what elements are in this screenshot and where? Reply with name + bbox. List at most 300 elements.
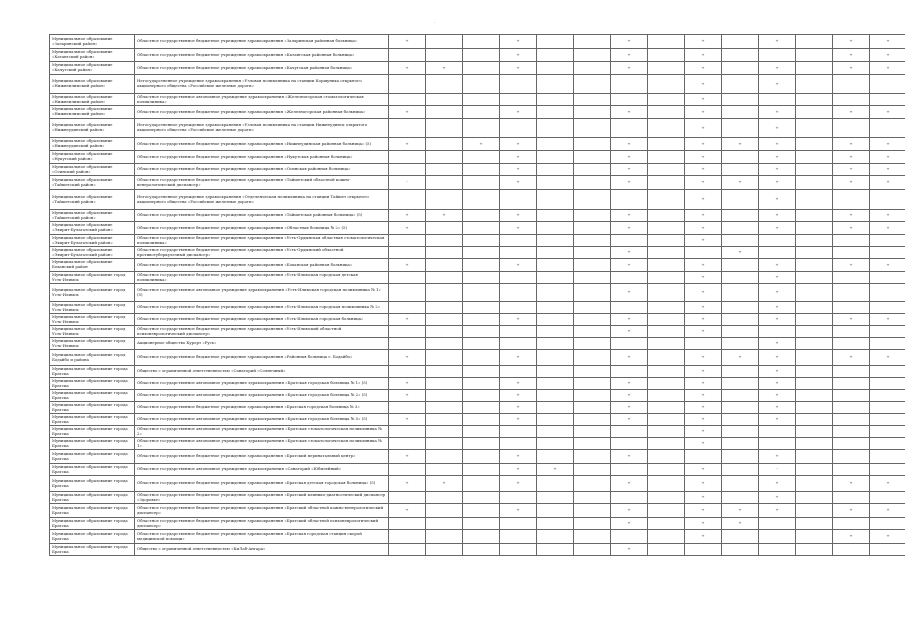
mark-cell: + — [759, 62, 796, 75]
mark-cell — [537, 35, 574, 49]
mark-cell — [537, 438, 574, 450]
mark-cell — [574, 235, 611, 247]
mark-cell — [648, 49, 685, 62]
mark-cell — [574, 302, 611, 314]
mark-cell — [537, 350, 574, 366]
mark-cell: + — [500, 138, 537, 151]
mark-cell — [833, 390, 870, 402]
mark-cell — [796, 164, 833, 176]
mark-cell — [833, 302, 870, 314]
mark-cell — [500, 438, 537, 450]
scan-artifact-mark: · — [434, 20, 436, 26]
mark-cell — [685, 338, 722, 350]
table-row — [50, 272, 905, 284]
table-row — [50, 210, 905, 222]
mark-cell — [759, 247, 796, 259]
mark-cell: + — [833, 164, 870, 176]
mark-cell: + — [611, 518, 648, 530]
mark-cell: + — [759, 492, 796, 504]
mark-cell: + — [389, 259, 426, 272]
mark-cell — [500, 326, 537, 338]
mark-cell — [537, 504, 574, 518]
mark-cell — [574, 259, 611, 272]
mark-cell — [574, 464, 611, 476]
mark-cell — [648, 438, 685, 450]
mark-cell: + — [611, 326, 648, 338]
mark-cell: + — [833, 259, 870, 272]
mark-cell — [426, 414, 463, 426]
institution-cell: Областное государственное автономное учреждение здравоохранения «Братская городская больница № 2» (5) — [135, 390, 389, 402]
mark-cell: + — [500, 210, 537, 222]
mark-cell: + — [759, 164, 796, 176]
mark-cell — [389, 402, 426, 414]
mark-cell — [870, 378, 905, 390]
mark-cell — [537, 414, 574, 426]
mark-cell — [870, 326, 905, 338]
mark-cell — [389, 119, 426, 138]
mark-cell: + — [759, 414, 796, 426]
mark-cell: + — [389, 390, 426, 402]
mark-cell — [722, 119, 759, 138]
mark-cell — [722, 450, 759, 464]
mark-cell — [796, 438, 833, 450]
mark-cell: + — [685, 518, 722, 530]
mark-cell — [648, 62, 685, 75]
mark-cell — [463, 350, 500, 366]
mark-cell — [426, 314, 463, 326]
mark-cell — [426, 138, 463, 151]
mark-cell — [574, 366, 611, 378]
mark-cell — [463, 518, 500, 530]
mark-cell: + — [833, 504, 870, 518]
mark-cell — [574, 164, 611, 176]
mark-cell — [648, 378, 685, 390]
mark-cell — [796, 284, 833, 302]
institution-cell: Областное государственное бюджетное учреждение здравоохранения «Братский клинико-диагностический диспансер «Здоровье» — [135, 492, 389, 504]
mark-cell — [648, 138, 685, 151]
mark-cell — [833, 492, 870, 504]
mark-cell — [537, 314, 574, 326]
mark-cell — [722, 62, 759, 75]
mark-cell: + — [389, 138, 426, 151]
mark-cell — [648, 94, 685, 106]
mark-cell — [648, 151, 685, 164]
mark-cell — [500, 247, 537, 259]
mark-cell — [537, 518, 574, 530]
mark-cell: + — [759, 302, 796, 314]
mark-cell: + — [685, 106, 722, 119]
mark-cell — [537, 338, 574, 350]
municipality-cell: Муниципальное образование город Усть-Илимск — [50, 272, 135, 284]
mark-cell: + — [722, 138, 759, 151]
mark-cell: + — [389, 450, 426, 464]
mark-cell: + — [759, 190, 796, 210]
mark-cell — [426, 544, 463, 556]
mark-cell — [759, 49, 796, 62]
municipality-cell: Муниципальное образование города Братска — [50, 402, 135, 414]
mark-cell — [722, 164, 759, 176]
mark-cell — [574, 426, 611, 438]
mark-cell: + — [426, 62, 463, 75]
mark-cell: + — [870, 138, 905, 151]
institutions-table — [49, 34, 905, 556]
municipality-cell: Муниципальное образование города Братска — [50, 426, 135, 438]
mark-cell: + — [833, 176, 870, 190]
mark-cell: + — [500, 450, 537, 464]
mark-cell: - — [759, 464, 796, 476]
mark-cell: + — [759, 314, 796, 326]
municipality-cell: Муниципальное образование «Тайшетский район» — [50, 210, 135, 222]
mark-cell: + — [500, 106, 537, 119]
mark-cell — [500, 338, 537, 350]
mark-cell: + — [389, 62, 426, 75]
mark-cell — [574, 62, 611, 75]
institution-cell: Областное государственное автономное учреждение здравоохранения «Братская стоматологическая поликлиника № 1» — [135, 438, 389, 450]
mark-cell — [537, 138, 574, 151]
mark-cell — [796, 222, 833, 235]
mark-cell — [426, 426, 463, 438]
table-row — [50, 94, 905, 106]
mark-cell — [796, 259, 833, 272]
municipality-cell: Муниципальное образование города Братска — [50, 450, 135, 464]
mark-cell — [463, 378, 500, 390]
mark-cell: + — [833, 222, 870, 235]
mark-cell — [648, 222, 685, 235]
mark-cell — [648, 426, 685, 438]
mark-cell — [426, 530, 463, 544]
municipality-cell: Муниципальное образование «Заларинский район» — [50, 35, 135, 49]
mark-cell — [463, 464, 500, 476]
mark-cell: + — [389, 378, 426, 390]
mark-cell: + — [500, 504, 537, 518]
mark-cell: + — [611, 35, 648, 49]
municipality-cell: Муниципальное образование города Братска — [50, 530, 135, 544]
mark-cell: + — [389, 476, 426, 492]
mark-cell — [833, 378, 870, 390]
mark-cell — [574, 119, 611, 138]
municipality-cell: Муниципальное образование города Братска — [50, 366, 135, 378]
mark-cell — [796, 450, 833, 464]
mark-cell — [870, 402, 905, 414]
mark-cell — [833, 402, 870, 414]
mark-cell — [463, 151, 500, 164]
mark-cell — [463, 106, 500, 119]
institution-cell: Областное государственное автономное учреждение здравоохранения «Братская стоматологическая поликлиника № 2» — [135, 426, 389, 438]
mark-cell — [389, 438, 426, 450]
mark-cell: + — [870, 530, 905, 544]
municipality-cell: Муниципальное образование «Тайшетский район» — [50, 190, 135, 210]
mark-cell — [870, 544, 905, 556]
mark-cell: + — [611, 504, 648, 518]
institution-cell: Областное государственное бюджетное учреждение здравоохранения «Боханская районная больница» — [135, 259, 389, 272]
mark-cell — [537, 450, 574, 464]
table-row — [50, 530, 905, 544]
mark-cell — [537, 247, 574, 259]
municipality-cell: Муниципальное образование города Братска — [50, 378, 135, 390]
mark-cell — [796, 49, 833, 62]
mark-cell — [426, 222, 463, 235]
table-row — [50, 106, 905, 119]
table-row — [50, 222, 905, 235]
mark-cell: + — [685, 138, 722, 151]
mark-cell: + — [870, 259, 905, 272]
mark-cell — [463, 402, 500, 414]
institution-cell: Областное государственное бюджетное учреждение здравоохранения «Усть-Илимский областной психоневрологический диспансер» — [135, 326, 389, 338]
mark-cell: + — [500, 476, 537, 492]
mark-cell: + — [685, 390, 722, 402]
mark-cell: + — [685, 438, 722, 450]
mark-cell — [537, 492, 574, 504]
mark-cell — [833, 284, 870, 302]
mark-cell: + — [685, 35, 722, 49]
mark-cell — [574, 49, 611, 62]
mark-cell — [796, 75, 833, 94]
mark-cell — [574, 414, 611, 426]
mark-cell — [648, 164, 685, 176]
institution-cell: Областное государственное бюджетное учреждение здравоохранения «Тайшетский областной кожно-венерологический диспансер» — [135, 176, 389, 190]
mark-cell — [537, 426, 574, 438]
mark-cell — [833, 438, 870, 450]
mark-cell — [870, 366, 905, 378]
mark-cell: + — [611, 350, 648, 366]
mark-cell: + — [833, 314, 870, 326]
mark-cell: + — [500, 414, 537, 426]
mark-cell — [796, 402, 833, 414]
institution-cell: Областное государственное бюджетное учреждение здравоохранения «Катангская районная больница» — [135, 49, 389, 62]
mark-cell — [796, 314, 833, 326]
mark-cell — [870, 338, 905, 350]
mark-cell — [796, 62, 833, 75]
mark-cell — [463, 302, 500, 314]
mark-cell — [648, 504, 685, 518]
mark-cell — [722, 544, 759, 556]
institution-cell: Областное государственное автономное учреждение здравоохранения «Санаторий «Юбилейный» — [135, 464, 389, 476]
mark-cell — [537, 94, 574, 106]
mark-cell — [796, 530, 833, 544]
mark-cell — [648, 190, 685, 210]
mark-cell — [389, 518, 426, 530]
mark-cell: + — [870, 504, 905, 518]
mark-cell: + — [759, 35, 796, 49]
mark-cell: + — [500, 259, 537, 272]
table-row — [50, 190, 905, 210]
mark-cell — [833, 366, 870, 378]
mark-cell — [611, 438, 648, 450]
mark-cell — [574, 75, 611, 94]
table-row — [50, 259, 905, 272]
mark-cell: + — [759, 402, 796, 414]
mark-cell — [796, 338, 833, 350]
mark-cell — [722, 464, 759, 476]
mark-cell — [574, 176, 611, 190]
institution-cell: Областное государственное бюджетное учреждение здравоохранения «Нукутская районная больница» — [135, 151, 389, 164]
mark-cell — [426, 151, 463, 164]
mark-cell — [611, 119, 648, 138]
mark-cell — [648, 544, 685, 556]
municipality-cell: Муниципальное образование города Братска — [50, 390, 135, 402]
mark-cell: + — [389, 35, 426, 49]
mark-cell — [389, 235, 426, 247]
mark-cell — [796, 138, 833, 151]
mark-cell — [796, 350, 833, 366]
municipality-cell: Муниципальное образование «Эхирит-Булагатский район» — [50, 222, 135, 235]
mark-cell — [648, 414, 685, 426]
mark-cell — [463, 414, 500, 426]
municipality-cell: Муниципальное образование город Усть-Илимск — [50, 284, 135, 302]
mark-cell — [611, 272, 648, 284]
mark-cell — [833, 450, 870, 464]
mark-cell — [500, 94, 537, 106]
mark-cell — [537, 222, 574, 235]
mark-cell — [648, 176, 685, 190]
municipality-cell: Муниципальное образование города Братска — [50, 476, 135, 492]
mark-cell — [463, 366, 500, 378]
table-row — [50, 35, 905, 49]
table-row — [50, 414, 905, 426]
mark-cell: + — [685, 464, 722, 476]
mark-cell — [574, 518, 611, 530]
mark-cell — [537, 390, 574, 402]
mark-cell: + — [611, 138, 648, 151]
mark-cell — [796, 414, 833, 426]
mark-cell — [537, 326, 574, 338]
mark-cell — [870, 119, 905, 138]
mark-cell — [537, 378, 574, 390]
mark-cell — [648, 450, 685, 464]
mark-cell — [500, 426, 537, 438]
mark-cell — [426, 302, 463, 314]
mark-cell — [722, 426, 759, 438]
mark-cell — [796, 492, 833, 504]
mark-cell — [426, 350, 463, 366]
mark-cell — [870, 438, 905, 450]
mark-cell — [389, 247, 426, 259]
mark-cell — [463, 326, 500, 338]
mark-cell — [722, 272, 759, 284]
mark-cell — [574, 530, 611, 544]
institution-cell: Областное государственное бюджетное учреждение здравоохранения «Братский перинатальный центр» — [135, 450, 389, 464]
mark-cell — [796, 302, 833, 314]
mark-cell — [426, 119, 463, 138]
mark-cell — [426, 378, 463, 390]
table-body — [50, 35, 905, 556]
mark-cell: + — [611, 284, 648, 302]
mark-cell — [574, 402, 611, 414]
municipality-cell: Муниципальное образование город Усть-Илимск — [50, 326, 135, 338]
mark-cell — [722, 35, 759, 49]
mark-cell — [796, 35, 833, 49]
institution-cell: Областное государственное бюджетное учреждение здравоохранения «Усть-Ордынский областной противотуберкулезный диспансер» — [135, 247, 389, 259]
mark-cell — [796, 504, 833, 518]
table-row — [50, 426, 905, 438]
mark-cell — [759, 518, 796, 530]
mark-cell — [463, 247, 500, 259]
institution-cell: Областное государственное бюджетное учреждение здравоохранения «Качугская районная больница» — [135, 62, 389, 75]
mark-cell — [463, 210, 500, 222]
mark-cell: + — [611, 210, 648, 222]
mark-cell: + — [833, 49, 870, 62]
mark-cell — [574, 272, 611, 284]
institution-cell: Областное государственное бюджетное учреждение здравоохранения «Братский областной кожно-венерологический диспансер» — [135, 504, 389, 518]
mark-cell: + — [389, 314, 426, 326]
mark-cell — [648, 530, 685, 544]
mark-cell — [463, 530, 500, 544]
mark-cell — [796, 426, 833, 438]
mark-cell: + — [685, 476, 722, 492]
municipality-cell: Муниципальное образование города Братска — [50, 504, 135, 518]
mark-cell — [463, 62, 500, 75]
mark-cell — [833, 75, 870, 94]
institution-cell: Областное государственное бюджетное учреждение здравоохранения «Осинская районная больница» — [135, 164, 389, 176]
mark-cell: + — [833, 35, 870, 49]
mark-cell — [426, 247, 463, 259]
mark-cell — [537, 259, 574, 272]
mark-cell — [648, 476, 685, 492]
mark-cell: + — [722, 350, 759, 366]
mark-cell — [722, 390, 759, 402]
mark-cell — [870, 235, 905, 247]
mark-cell — [537, 272, 574, 284]
mark-cell: + — [389, 222, 426, 235]
mark-cell: + — [870, 49, 905, 62]
institution-cell: Общество с ограниченной ответственностью «КиЛаб-Ангара» — [135, 544, 389, 556]
mark-cell — [537, 119, 574, 138]
institution-cell: Акционерное общество Курорт «Русь» — [135, 338, 389, 350]
mark-cell: + — [611, 378, 648, 390]
institution-cell: Областное государственное автономное учреждение здравоохранения «Братская городская больница № 5» (5) — [135, 414, 389, 426]
mark-cell — [759, 544, 796, 556]
mark-cell — [574, 350, 611, 366]
mark-cell — [500, 518, 537, 530]
mark-cell: + — [870, 210, 905, 222]
mark-cell — [426, 176, 463, 190]
mark-cell — [648, 235, 685, 247]
mark-cell — [463, 284, 500, 302]
municipality-cell: Муниципальное образование город Усть-Илимск — [50, 314, 135, 326]
mark-cell — [870, 272, 905, 284]
mark-cell: + — [870, 35, 905, 49]
mark-cell: + — [759, 119, 796, 138]
mark-cell — [611, 366, 648, 378]
mark-cell — [648, 464, 685, 476]
mark-cell — [870, 94, 905, 106]
municipality-cell: Муниципальное образование «Тайшетский район» — [50, 176, 135, 190]
municipality-cell: Муниципальное образование «Нижнеудинский район» — [50, 138, 135, 151]
mark-cell: + — [833, 530, 870, 544]
mark-cell — [870, 426, 905, 438]
mark-cell — [833, 426, 870, 438]
mark-cell: + — [500, 151, 537, 164]
mark-cell: + — [870, 476, 905, 492]
mark-cell — [833, 119, 870, 138]
mark-cell — [463, 314, 500, 326]
mark-cell: + — [611, 164, 648, 176]
mark-cell — [426, 49, 463, 62]
mark-cell — [426, 504, 463, 518]
mark-cell — [796, 190, 833, 210]
mark-cell: + — [759, 176, 796, 190]
mark-cell — [463, 119, 500, 138]
municipality-cell: Муниципальное образование «Нижнеилимский район» — [50, 75, 135, 94]
mark-cell — [611, 426, 648, 438]
mark-cell — [574, 476, 611, 492]
mark-cell: + — [685, 49, 722, 62]
mark-cell — [722, 190, 759, 210]
municipality-cell: Муниципальное образование города Братска — [50, 464, 135, 476]
table-row — [50, 62, 905, 75]
mark-cell — [833, 190, 870, 210]
mark-cell: + — [759, 504, 796, 518]
